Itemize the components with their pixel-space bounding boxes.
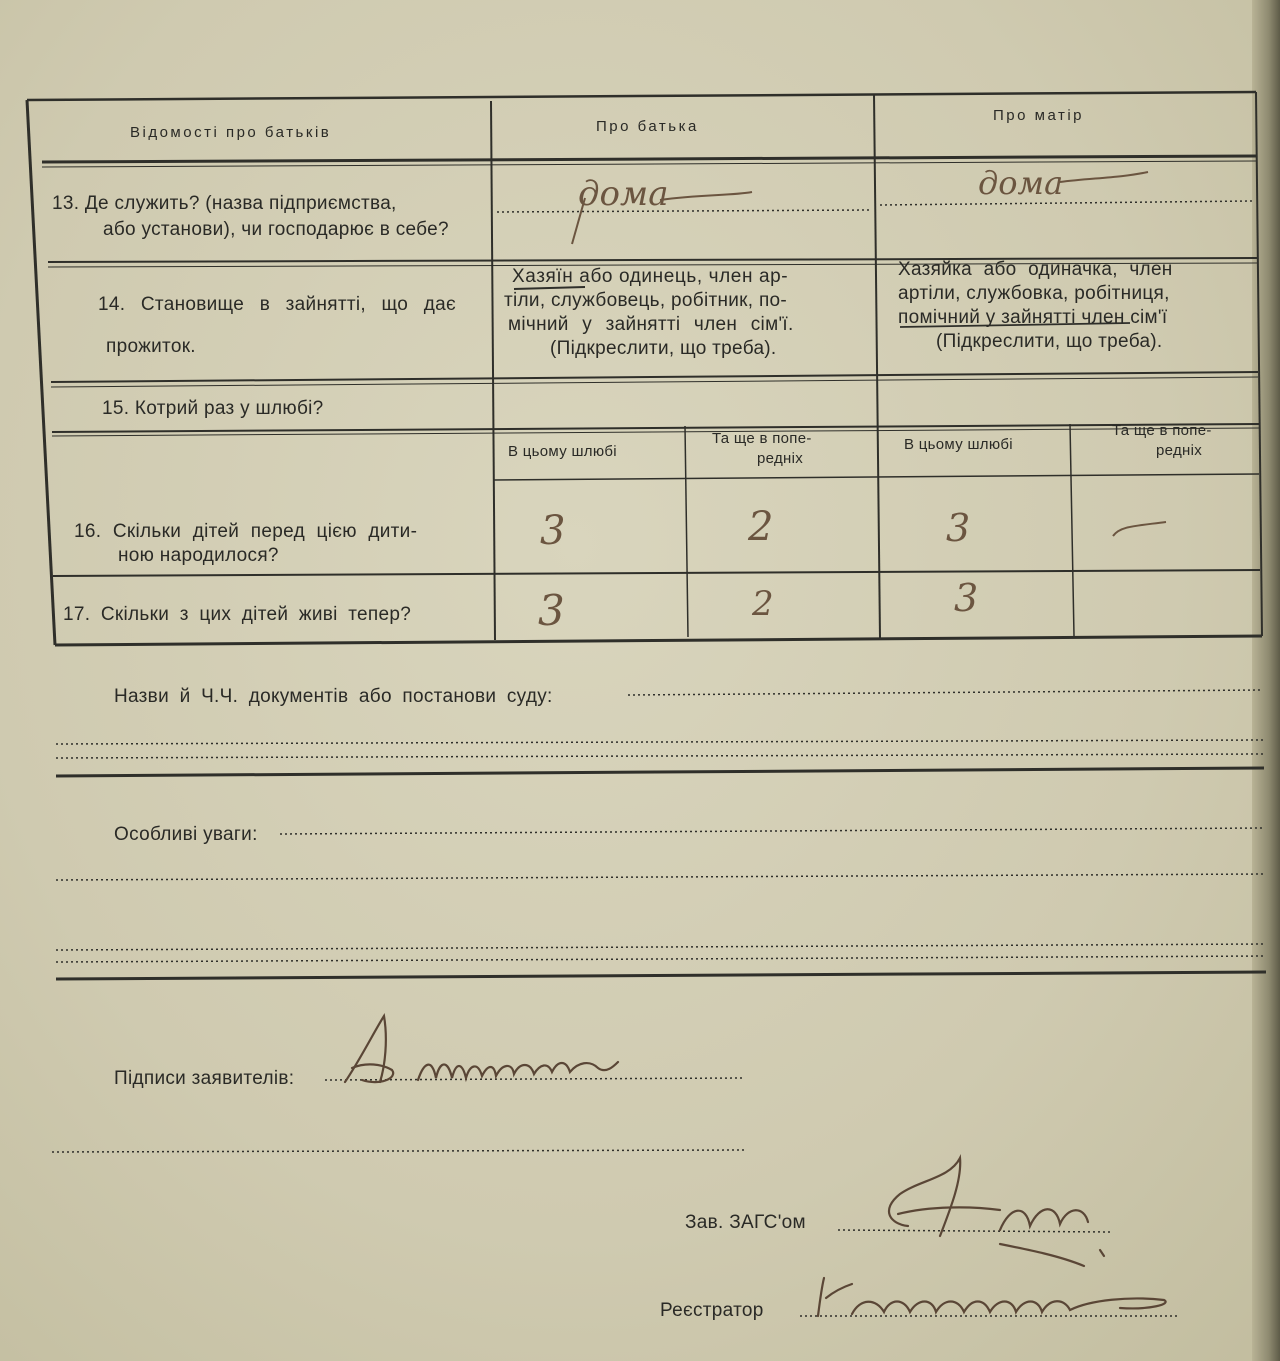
q13-father-answer: дома xyxy=(578,174,669,214)
applicant-signature xyxy=(345,1016,618,1082)
q16-label-2: ною народилося? xyxy=(118,545,279,566)
q14-mother-line: Хазяйка або одиначка, член xyxy=(898,259,1173,280)
header-info: Відомості про батьків xyxy=(130,124,332,141)
remarks-label: Особливі уваги: xyxy=(114,824,258,845)
head-signature xyxy=(889,1158,1104,1266)
q14-mother-line: помічний у зайнятті член сім'ї xyxy=(898,307,1168,328)
q13-label-1: 13. Де служить? (назва підприємства, xyxy=(52,193,397,214)
q14-label-2: прожиток. xyxy=(106,336,196,357)
q14-father-line: Хазяїн або одинець, член ар- xyxy=(512,266,789,287)
q14-father-line: мічний у зайнятті член сім'ї. xyxy=(508,314,794,335)
q16-mother-this-header: В цьому шлюбі xyxy=(904,436,1013,453)
registrar-label: Реєстратор xyxy=(660,1300,764,1321)
q17-mother-this-value: 3 xyxy=(954,576,979,620)
q14-mother-line: артіли, службовка, робітниця, xyxy=(898,283,1170,304)
q17-father-this-value: 3 xyxy=(538,586,565,635)
documents-label: Назви й Ч.Ч. документів або постанови суду: xyxy=(114,686,553,707)
q16-mother-prev-header-1: Та ще в попе- xyxy=(1112,422,1212,439)
q16-father-prev-header-1: Та ще в попе- xyxy=(712,430,812,447)
q15-label: 15. Котрий раз у шлюбі? xyxy=(102,398,324,419)
header-mother: Про матір xyxy=(993,107,1085,124)
q16-label-1: 16. Скільки дітей перед цією дити- xyxy=(74,521,418,542)
q16-father-prev-header-2: редніх xyxy=(757,450,804,467)
q14-label-1: 14. Становище в зайнятті, що дає xyxy=(98,294,456,315)
q14-father-line: тіли, службовець, робітник, по- xyxy=(504,290,788,311)
head-label: Зав. ЗАГС'ом xyxy=(685,1212,806,1233)
registrar-signature xyxy=(818,1278,1166,1316)
q16-mother-this-value: 3 xyxy=(946,506,971,550)
q16-father-prev-value: 2 xyxy=(748,504,774,550)
q14-father-line: (Підкреслити, що треба). xyxy=(550,338,777,359)
q16-father-this-value: 3 xyxy=(540,508,566,554)
signatures-label: Підписи заявителів: xyxy=(114,1068,295,1089)
q13-mother-answer: дома xyxy=(978,164,1064,202)
header-father: Про батька xyxy=(596,118,699,135)
q17-label: 17. Скільки з цих дітей живі тепер? xyxy=(63,604,412,625)
q16-mother-prev-header-2: редніх xyxy=(1156,442,1203,459)
q16-father-this-header: В цьому шлюбі xyxy=(508,443,617,460)
q14-mother-line: (Підкреслити, що треба). xyxy=(936,331,1163,352)
q17-father-prev-value: 2 xyxy=(752,584,774,624)
q13-label-2: або установи), чи господарює в себе? xyxy=(103,219,449,240)
